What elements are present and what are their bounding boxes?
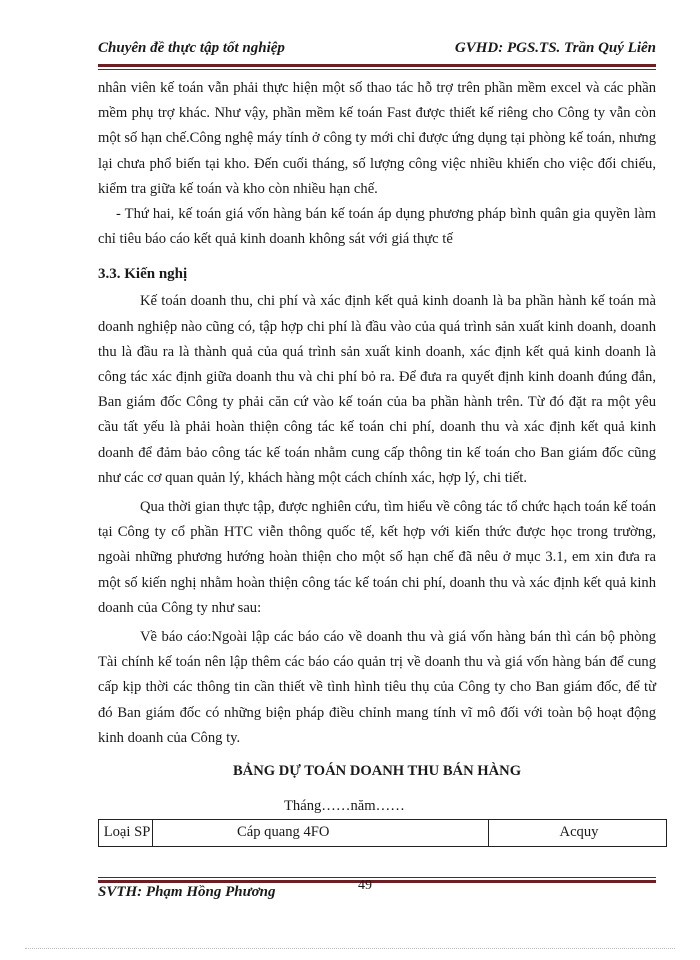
table-header-battery: Acquy bbox=[489, 820, 667, 846]
page-header bbox=[98, 40, 656, 62]
sales-budget-table bbox=[98, 819, 667, 846]
paragraph-continuation: nhân viên kế toán vẫn phải thực hiện một số thao tác hỗ trợ trên phần mềm excel và các phần mềm phụ trợ khác. Như vậy, phần mềm kế toán Fast được thiết kế riêng cho Công ty vẫn còn một số hạn chế.Công nghệ máy tính ở công ty mới chỉ được ứng dụng tại phòng kế toán, nhưng lại chưa phổ biến tại kho. Đến cuối tháng, số lượng công việc nhiều khiến cho việc đối chiếu, kiểm tra giữa kế toán và kho còn nhiều hạn chế. bbox=[98, 80, 656, 197]
footer-rule bbox=[98, 877, 656, 883]
page-number: 49 bbox=[358, 878, 372, 893]
paragraph-internship: Qua thời gian thực tập, được nghiên cứu, tìm hiểu về công tác tổ chức hạch toán kế toán tại Công ty cổ phần HTC viễn thông quốc tế, kết hợp với kiến thức được học trong trường, ngoài những phương hướng hoàn thiện cho một số hạn chế đã nêu ở mục 3.1, em xin đưa ra một số kiến nghị nhằm hoàn thiện công tác kế toán chi phí, doanh thu và xác định kết quả kinh doanh của Công ty như sau: bbox=[98, 499, 656, 616]
paragraph-reports: Về báo cáo:Ngoài lập các báo cáo về doanh thu và giá vốn hàng bán thì cán bộ phòng Tài chính kế toán nên lập thêm các báo cáo quản trị về doanh thu và giá vốn hàng bán để cung cấp kịp thời các thông tin cần thiết về tình hình tiêu thụ của Công ty cho Ban giám đốc, để từ đó Ban giám đốc có những biện pháp điều chỉnh mang tính vĩ mô đối với toàn bộ hoạt động kinh doanh của Công ty. bbox=[98, 629, 656, 746]
table-header-product-type: Loại SP bbox=[99, 820, 153, 846]
header-supervisor: GVHD: PGS.TS. Trần Quý Liên bbox=[454, 40, 656, 56]
table-month-line: Tháng……năm…… bbox=[284, 798, 405, 815]
paragraph-recommendation-intro: Kế toán doanh thu, chi phí và xác định kết quả kinh doanh là ba phần hành kế toán mà doanh nghiệp nào cũng có, tập hợp chi phí là đầu vào của quá trình sản xuất kinh doanh, doanh thu là đầu ra là thành quả của quá trình sản xuất kinh doanh, xác định kết quả kinh doanh là công tác xác định giữa doanh thu và chi phí bỏ ra. Để đưa ra quyết định kinh doanh đúng đắn, Ban giám đốc Công ty phải căn cứ vào kế toán của ba phần hành trên. Từ đó đặt ra một yêu cầu tất yếu là phải hoàn thiện công tác kế toán chi phí, doanh thu và xác định kết quả kinh doanh để đảm bảo công tác kế toán nhằm cung cấp thông tin kế toán cho Ban giám đốc cũng như các cơ quan quản lý, khách hàng một cách chính xác, hợp lý, chi tiết. bbox=[98, 293, 656, 486]
header-course-title: Chuyên đề thực tập tốt nghiệp bbox=[98, 40, 285, 56]
page-boundary-line bbox=[25, 948, 675, 949]
table-header-row bbox=[99, 820, 667, 846]
section-heading: 3.3. Kiến nghị bbox=[98, 266, 188, 283]
paragraph-second-point: - Thứ hai, kế toán giá vốn hàng bán kế toán áp dụng phương pháp bình quân gia quyền làm chỉ tiêu báo cáo kết quả kinh doanh không sát với giá thực tế bbox=[98, 206, 656, 248]
table-header-fiber-cable: Cáp quang 4FO bbox=[153, 820, 489, 846]
document-body bbox=[98, 76, 656, 847]
table-title: BẢNG DỰ TOÁN DOANH THU BÁN HÀNG bbox=[232, 763, 522, 780]
footer-student-name: SVTH: Phạm Hồng Phương bbox=[98, 884, 276, 900]
header-rule bbox=[98, 64, 656, 70]
